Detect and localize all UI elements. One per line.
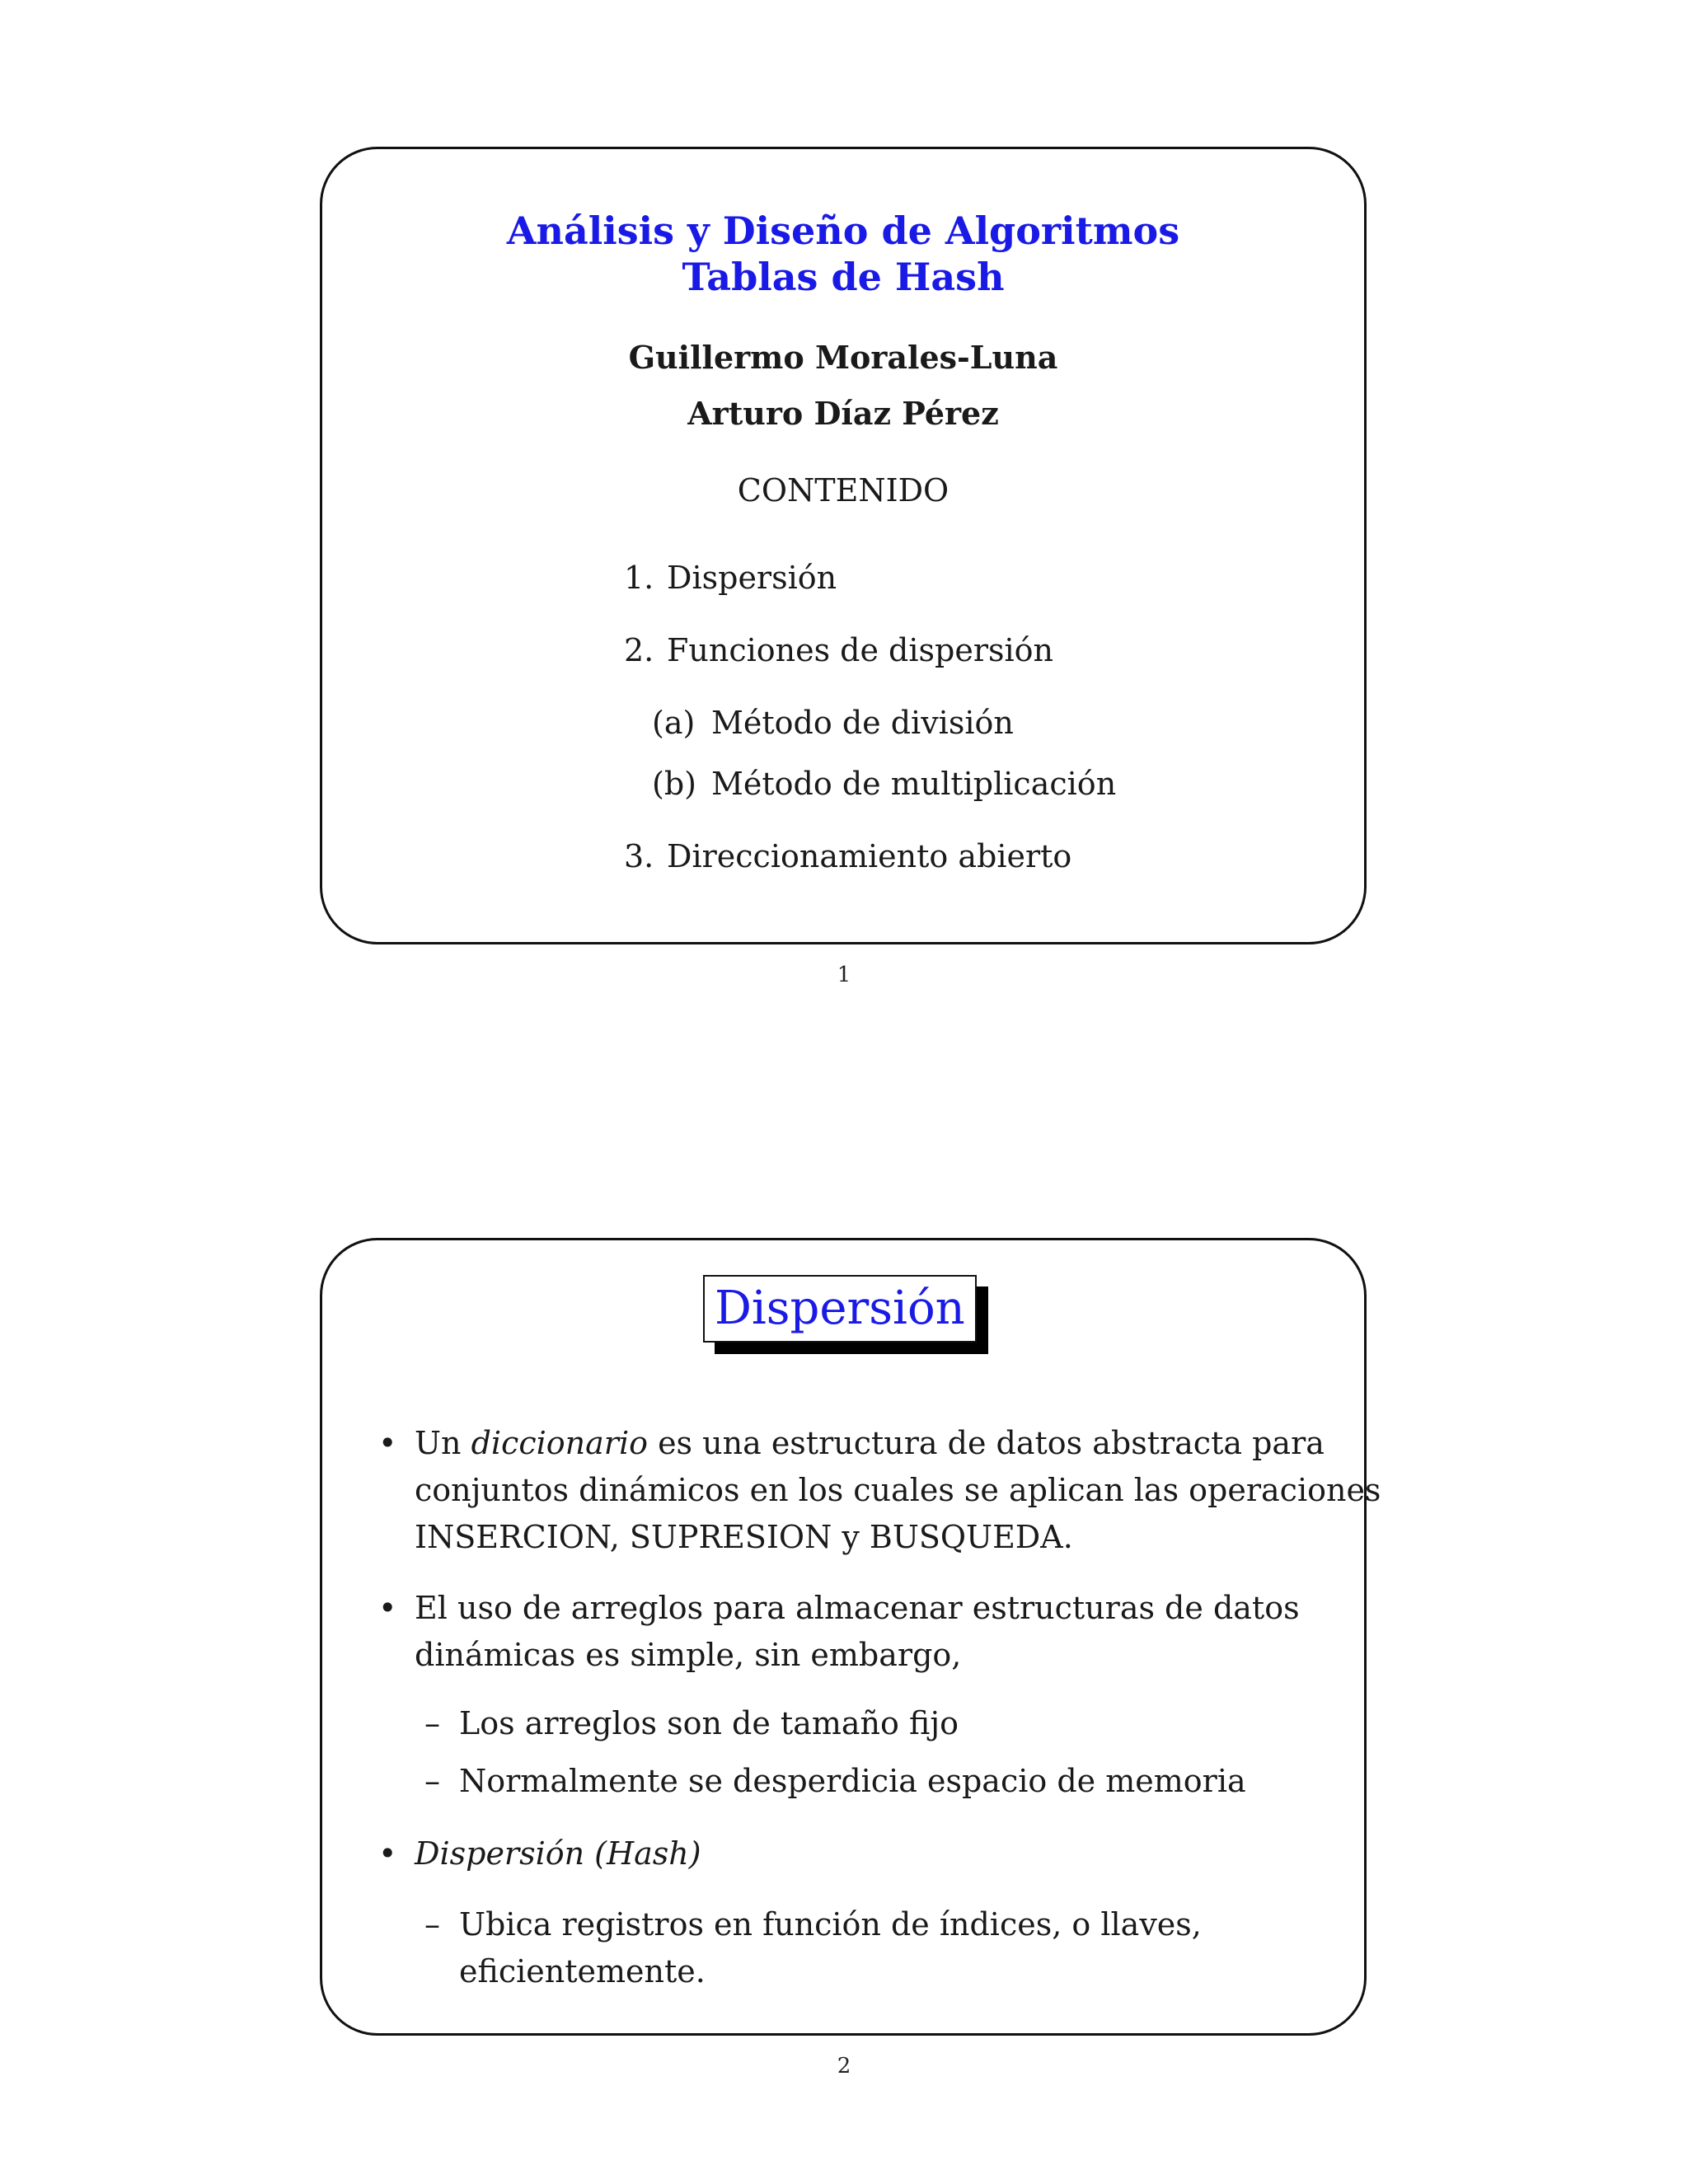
bullet-text: conjuntos dinámicos en los cuales se aplican las operaciones [415, 1472, 1381, 1508]
sub-bullet-text: Los arreglos son de tamaño fijo [459, 1705, 959, 1741]
page-number-2: 2 [837, 2054, 851, 2079]
contents-heading: CONTENIDO [737, 472, 950, 509]
toc-number: (b) [652, 766, 696, 802]
sub-bullet-text: Normalmente se desperdicia espacio de memoria [459, 1763, 1246, 1799]
title-line-1: Análisis y Diseño de Algoritmos [506, 209, 1180, 253]
toc-label: Funciones de dispersión [667, 632, 1054, 668]
bullet-text: Un [415, 1425, 471, 1461]
toc-item-2 [624, 632, 1053, 668]
bullet-text: INSERCION, SUPRESION y BUSQUEDA. [415, 1519, 1073, 1555]
toc-number: 3. [624, 838, 654, 874]
toc-label: Método de división [711, 705, 1014, 741]
bullet-icon: • [378, 1835, 397, 1872]
toc-item-2b [652, 766, 1116, 802]
heading-box [703, 1275, 977, 1343]
slide-2 [320, 1238, 1381, 2036]
sub-bullet-text: Ubica registros en función de índices, o llaves, [459, 1906, 1202, 1943]
bullet-italic-term: diccionario [471, 1425, 648, 1461]
bullet-icon: • [378, 1425, 397, 1461]
bullet-text: dinámicas es simple, sin embargo, [415, 1637, 962, 1673]
bullet-text: es una estructura de datos abstracta para [647, 1425, 1325, 1461]
bullet-text: El uso de arreglos para almacenar estructuras de datos [415, 1590, 1300, 1626]
bullet-italic-term: Dispersión (Hash) [415, 1835, 701, 1872]
toc-item-2a [652, 705, 1014, 741]
author-1: Guillermo Morales-Luna [628, 339, 1058, 376]
toc-item-1 [624, 560, 837, 596]
page-number-1: 1 [837, 963, 851, 987]
bullet-icon: • [378, 1590, 397, 1626]
toc-label: Dispersión [667, 560, 837, 596]
toc-label: Direccionamiento abierto [667, 838, 1072, 874]
toc-label: Método de multiplicación [711, 766, 1117, 802]
dash-icon: – [424, 1906, 440, 1943]
toc-number: 1. [624, 560, 654, 596]
author-2: Arturo Díaz Pérez [687, 395, 999, 432]
toc-item-3 [624, 838, 1071, 874]
slide-1 [320, 147, 1367, 944]
slide-heading: Dispersión [715, 1282, 965, 1335]
title-line-2: Tablas de Hash [682, 255, 1005, 299]
dash-icon: – [424, 1705, 440, 1741]
toc-number: (a) [652, 705, 696, 741]
sub-bullet-text: eficientemente. [459, 1953, 706, 1990]
dash-icon: – [424, 1763, 440, 1799]
toc-number: 2. [624, 632, 654, 668]
